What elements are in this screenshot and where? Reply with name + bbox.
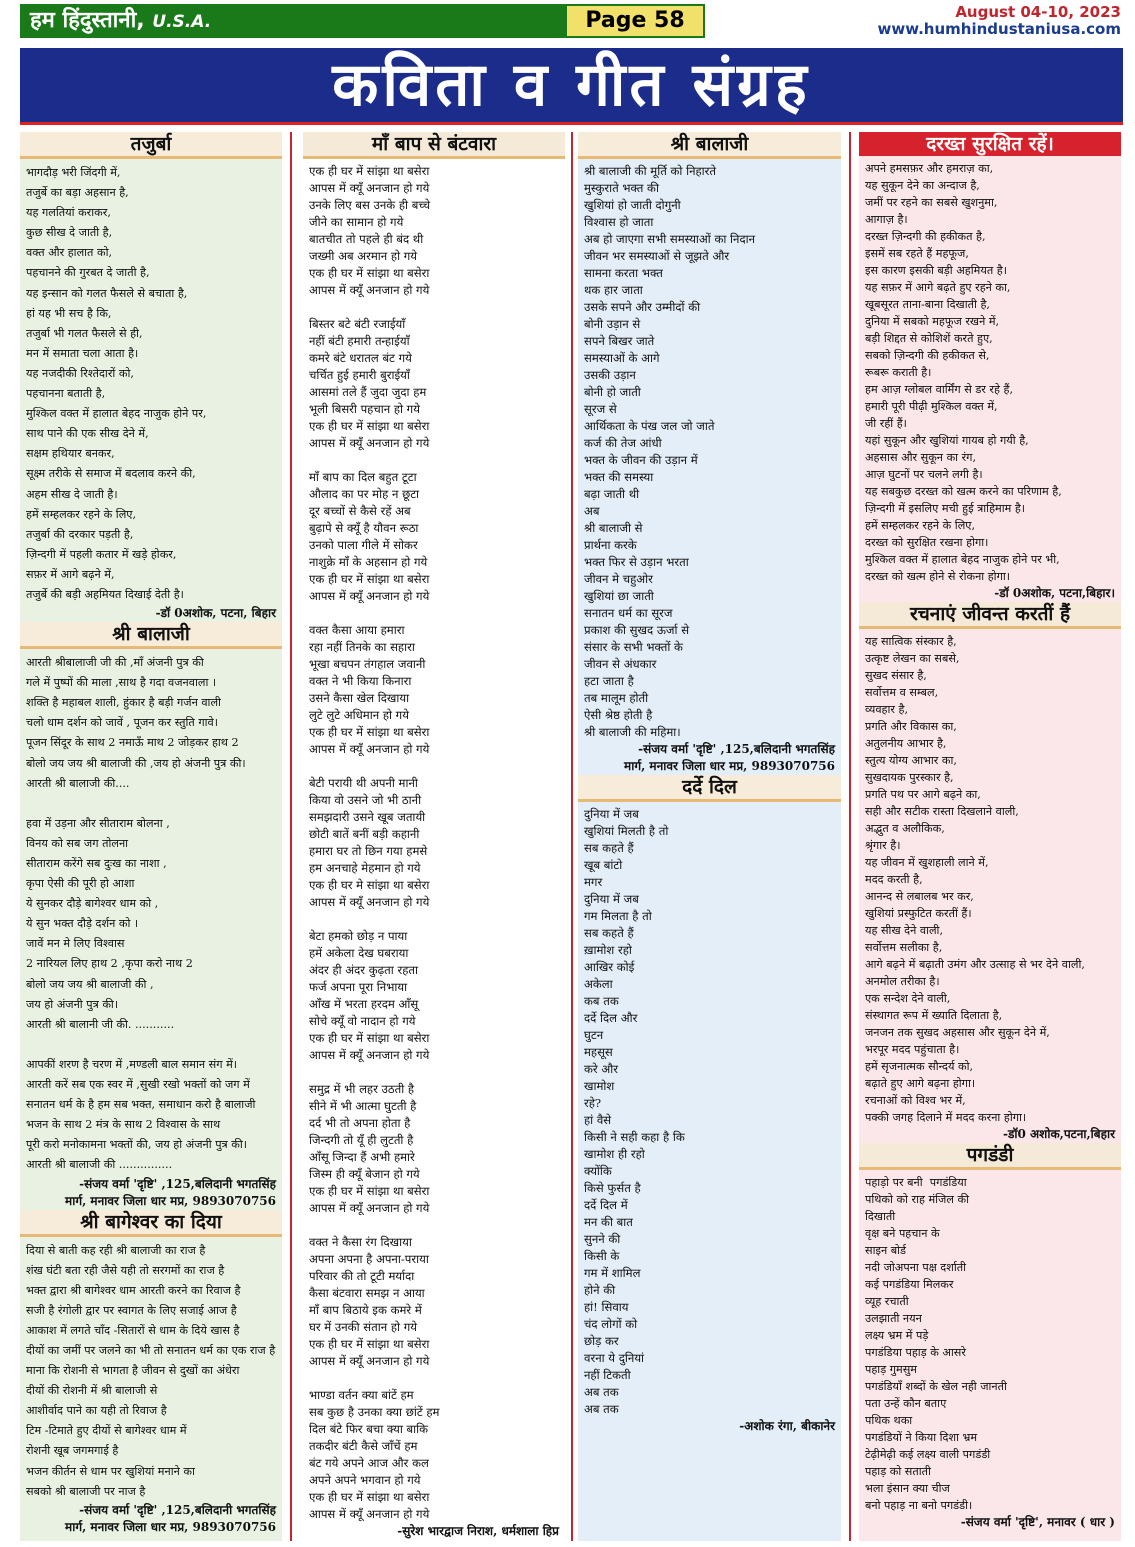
poem-author: -संजय वर्मा 'दृष्टि', मनावर ( धार ): [960, 1515, 1115, 1529]
section-banner: कविता व गीत संग्रह: [20, 48, 1123, 125]
poem-title: श्री बालाजी: [578, 132, 841, 159]
poem-text: यह सात्विक संस्कार है, उत्कृष्ट लेखन का सबसे, सुखद संसार है, सर्वोत्तम व सम्बल, व्यवहार है, प्रगति और विकास का, अतुलनीय आभार है, स्तुत्य योग्य आभार का, सुखदायक पुरस्कार है, प्रगति पथ पर आगे बढ़ने का, सही और सटीक रास्ता दिखलाने वाली, अद्भुत व अलौकिक, श्रृंगार है। यह जीवन में खुशहाली लाने में, मदद करती है, आनन्द से लबालब भर कर, खुशियां प्रस्फुटित करतीं हैं। यह सीख देने वाली, सर्वोत्तम सलीका है, आगे बढ़ने में बढ़ाती उमंग और उत्साह से भर देने वाली, अनमोल तरीका है। एक सन्देश देने वाली, संस्थागत रूप में ख्याति दिलाता है, जनजन तक सुखद अहसास और सुकून देने में, भरपूर मदद पहुंचाता है। हमें सृजनात्मक सौन्दर्य को, बढ़ाते हुए आगे बढ़ना होगा। रचनाओं को विश्व भर में, पक्की जगह दिलाने में मदद करना होगा।: [865, 635, 1085, 1124]
poem-text: पहाड़ो पर बनी पगडंडिया पथिको को राह मंजिल की दिखाती वृक्ष बने पहचान के साइन बोर्ड नदी जोअपना पक्ष दर्शाती कई पगडंडिया मिलकर व्यूह रचाती उलझाती नयन लक्ष्य भ्रम में पड़े पगडंडिया पहाड़ के आसरे पहाड़ गुमसुम पगडंडियाँ शब्दों के खेल नही जानती पता उन्हें कौन बताए पथिक थका पगडंडियों ने किया दिशा भ्रम टेढ़ीमेढ़ी कई लक्ष्य वाली पगडंडी पहाड़ को सताती भला इंसान क्या चीज बनो पहाड़ ना बनो पगडंडी।: [865, 1176, 1007, 1512]
poem-author: -अशोक रंगा, बीकानेर: [739, 1419, 835, 1433]
poem-text: श्री बालाजी की मूर्ति को निहारते मुस्कुराते भक्त की खुशियां हो जाती दोगुनी विश्वास हो जाता अब हो जाएगा सभी समस्याओं का निदान जीवन भर समस्याओं से जूझते और सामना करता भक्त थक हार जाता उसके सपने और उम्मीदों की बोनी उड़ान से सपने बिखर जाते समस्याओं के आगे उसकी उड़ान बोनी हो जाती सूरज से आर्थिकता के पंख जल जो जाते कर्ज की तेज आंधी भक्त के जीवन की उड़ान में भक्त की समस्या बढ़ा जाती थी अब श्री बालाजी से प्रार्थना करके भक्त फिर से उड़ान भरता जीवन मे चहुओर खुशियां छा जाती सनातन धर्म का सूरज प्रकाश की सुखद ऊर्जा से संसार के सभी भक्तों के जीवन से अंधकार हटा जाता है तब मालूम होती ऐसी श्रेष्ठ होती है श्री बालाजी की महिमा।: [584, 164, 756, 739]
poem-author: -डॉ0 अशोक,पटना,बिहार: [1002, 1127, 1115, 1141]
website-link[interactable]: www.humhindustaniusa.com: [877, 20, 1121, 38]
page-number: Page 58: [565, 4, 705, 38]
poem-title: तजुर्बा: [20, 132, 282, 159]
issue-info: [877, 4, 1121, 38]
poem-text: भागदौड़ भरी जिंदगी में, तजुर्बे का बड़ा अहसान है, यह गलतियां कराकर, कुछ सीख दे जाती है, वक्त और हालात को, पहचानने की गुरबत दे जाती है, यह इन्सान को गलत फैसले से बचाता है, हां यह भी सच है कि, तजुर्बा भी गलत फैसले से ही, मन में समाता चला आता है। यह नजदीकी रिश्तेदारों को, पहचानना बताती है, मुश्किल वक्त में हालात बेहद नाजुक होने पर, साथ पाने की एक सीख देने में, सक्षम हथियार बनकर, सूक्ष्म तरीके से समाज में बदलाव करने की, अहम सीख दे जाती है। हमें सम्हलकर रहने के लिए, तजुर्बा की दरकार पड़ती है, ज़िन्दगी में पहली कतार में खड़े होकर, सफ़र में आगे बढ़ने में, तजुर्बे की बड़ी अहमियत दिखाई देती है।: [26, 166, 207, 601]
page-header: [0, 0, 1135, 44]
poem-text: दिया से बाती कह रही श्री बालाजी का राज है शंख घंटी बता रही जैसे यही तो सरगमों का राज है भक्त द्वारा श्री बागेश्वर धाम आरती करने का रिवाज है सजी है रंगोली द्वार पर स्वागत के लिए सजाई आज है आकाश में लगते चाँद -सितारों से धाम के दिये खास है दीयों का जमीं पर जलने का भी तो सनातन धर्म का एक राज है माना कि रोशनी से भागता है जीवन से दुखों का अंधेरा दीयों की रोशनी में श्री बालाजी से आशीर्वाद पाने का यही तो रिवाज है टिम -टिमाते हुए दीयों से बागेश्वर धाम में रोशनी खूब जगमगाई है भजन कीर्तन से धाम पर खुशियां मनाने का सबको श्री बालाजी पर नाज है: [26, 1243, 276, 1498]
masthead: [20, 4, 565, 38]
poem-text: दुनिया में जब खुशियां मिलती है तो सब कहते हैं खूब बांटो मगर दुनिया में जब गम मिलता है तो सब कहते हैं ख़ामोश रहो आखिर कोई अकेला कब तक दर्दे दिल और घुटन महसूस करे और खामोश रहे? हां वैसे किसी ने सही कहा है कि खामोश ही रहो क्योंकि किसे फुर्सत है दर्दे दिल में मन की बात सुनने की किसी के गम में शामिल होने की हां! सिवाय चंद लोगों को छोड़ कर वरना ये दुनियां नहीं टिकती अब तक अब तक: [584, 807, 685, 1416]
column-2: [303, 132, 565, 1541]
column-divider: [571, 132, 573, 1541]
column-1: [20, 132, 282, 1541]
poem-text: अपने हमसफ़र और हमराज़ का, यह सुकून देने का अन्दाज है, जमीं पर रहने का सबसे खुशनुमा, आगाज़ है। दरख्त ज़िन्दगी की हकीकत है, इसमें सब रहते हैं महफूज, इस कारण इसकी बड़ी अहमियत है। यह सफ़र में आगे बढ़ते हुए रहने का, खूबसूरत ताना-बाना दिखाती है, दुनिया में सबको महफूज रखने में, बड़ी शिद्दत से कोशिशें करते हुए, सबको ज़िन्दगी की हकीकत से, रूबरू कराती है। हम आज़ ग्लोबल वार्मिंग से डर रहे हैं, हमारी पूरी पीढ़ी मुश्किल वक्त में, जी रहीं हैं। यहां सुकून और खुशियां गायब हो गयी है, अहसास और सुकून का रंग, आज़ घुटनों पर चलने लगी है। यह सबकुछ दरख्त को खत्म करने का परिणाम है, ज़िन्दगी में इसलिए मची हुई त्राहिमाम है। हमें सम्हलकर रहने के लिए, दरख्त को सुरक्षित रखना होगा। मुश्किल वक्त में हालात बेहद नाजुक होने पर भी, दरख्त को खत्म होने से रोकना होगा।: [865, 162, 1062, 583]
poem-author: -सुरेश भारद्वाज निराश, धर्मशाला हिप्र: [397, 1524, 559, 1538]
poem-title: श्री बागेश्वर का दिया: [20, 1210, 282, 1237]
issue-date: August 04-10, 2023: [955, 3, 1121, 21]
column-divider: [849, 132, 851, 1541]
column-divider: [290, 132, 292, 1541]
poem-text: एक ही घर में सांझा था बसेरा आपस में क्यूँ अनजान हो गये उनके लिए बस उनके ही बच्चे जीने का सामान हो गये बातचीत तो पहले ही बंद थी जख्मी अब अरमान हो गये एक ही घर में सांझा था बसेरा आपस में क्यूँ अनजान हो गये बिस्तर बटे बंटी रजाईयाँ नहीं बंटी हमारी तन्हाईयाँ कमरे बंटे धरातल बंट गये चर्चित हुई हमारी बुराईयाँ आसमां तले हैं जुदा जुदा हम भूली बिसरी पहचान हो गये एक ही घर में सांझा था बसेरा आपस में क्यूँ अनजान हो गये माँ बाप का दिल बहुत टूटा औलाद का पर मोह न छूटा दूर बच्चों से कैसे रहें अब बुढ़ापे से क्यूँ है यौवन रूठा उनको पाला गीले में सोकर नाशुक्रे माँ के अहसान हो गये एक ही घर में सांझा था बसेरा आपस में क्यूँ अनजान हो गये वक्त कैसा आया हमारा रहा नहीं तिनके का सहारा भूखा बचपन तंगहाल जवानी वक्त ने भी किया किनारा उसने कैसा खेल दिखाया लुटे लुटे अधिमान हो गये एक ही घर में सांझा था बसेरा आपस में क्यूँ अनजान हो गये बेटी परायी थी अपनी मानी किया वो उसने जो भी ठानी समझदारी उसने खूब जतायी छोटी बातें बनीं बड़ी कहानी हमारा घर तो छिन गया हमसे हम अनचाहे मेहमान हो गये एक ही घर मे सांझा था बसेरा आपस में क्यूँ अनजान हो गये बेटा हमको छोड़ न पाया हमें अकेला देख घबराया अंदर ही अंदर कुढ़ता रहता फर्ज अपना पूरा निभाया आँख में भरता हरदम आँसू सोचे क्यूँ वो नादान हो गये एक ही घर में सांझा था बसेरा आपस में क्यूँ अनजान हो गये समुद्र में भी लहर उठती है सीने में भी आत्मा घुटती है दर्द भी तो अपना होता है जिन्दगी तो यूँ ही लुटती है आँसू जिन्दा हैं अभी हमारे जिस्म ही क्यूँ बेजान हो गये एक ही घर में सांझा था बसेरा आपस में क्यूँ अनजान हो गये वक्त ने कैसा रंग दिखाया अपना अपना है अपना-पराया परिवार की तो टूटी मर्यादा कैसा बंटवारा समझ न आया माँ बाप बिठाये इक कमरे में घर में उनकी संतान हो गये एक ही घर में सांझा था बसेरा आपस में क्यूँ अनजान हो गये भाण्डा वर्तन क्या बांटें हम सब कुछ है उनका क्या छांटें हम दिल बंटे फिर बचा क्या बाकि तकदीर बंटी कैसे जाँचें हम बंट गये अपने आज और कल अपने अपने भगवान हो गये एक ही घर में सांझा था बसेरा आपस में क्यूँ अनजान हो गये: [309, 164, 440, 1521]
column-4: [859, 132, 1121, 1541]
poem-title: रचनाएं जीवन्त करतीं हैं: [859, 602, 1121, 629]
poem-title: श्री बालाजी: [20, 622, 282, 649]
poem-text: आरती श्रीबालाजी जी की ,माँ अंजनी पुत्र की गले में पुष्पों की माला ,साथ है गदा वजनवाला । शक्ति है महाबल शाली, हुंकार है बड़ी गर्जन वाली चलो धाम दर्शन को जावें , पूजन कर स्तुति गावे। पूजन सिंदूर के साथ 2 नमाऊँ माथ 2 जोड़कर हाथ 2 बोलो जय जय श्री बालाजी की ,जय हो अंजनी पुत्र की। आरती श्री बालाजी की.... हवा में उड़ना और सीताराम बोलना , विनय को सब जग तोलना सीताराम करेंगे सब दुःख का नाशा , कृपा ऐसी की पूरी हो आशा ये सुनकर दौड़े बागेश्वर धाम को , ये सुन भक्त दौड़े दर्शन को । जावें मन मे लिए विश्वास 2 नारियल लिए हाथ 2 ,कृपा करो नाथ 2 बोलो जय जय श्री बालाजी की , जय हो अंजनी पुत्र की। आरती श्री बालानी जी की. ........... आपकीं शरण है चरण में ,मण्डली बाल समान संग में। आरती करें सब एक स्वर में ,सुखी रखो भक्तों को जग में सनातन धर्म के है हम सब भक्त, समाधान करो है बालाजी भजन के साथ 2 मंत्र के साथ 2 विश्वास के साथ पूरी करो मनोकामना भक्तों की, जय हो अंजनी पुत्र की। आरती श्री बालाजी की ...............: [26, 656, 256, 1172]
poem-author: -डॉ 0अशोक, पटना,बिहार।: [994, 586, 1115, 600]
masthead-name: हम हिंदुस्तानी,: [30, 8, 145, 33]
poem-author: -संजय वर्मा 'दृष्टि' ,125,बलिदानी भगतसिंह मार्ग, मनावर जिला धार मप्र, 9893070756: [624, 742, 835, 773]
poem-title: पगडंडी: [859, 1143, 1121, 1170]
poem-author: -संजय वर्मा 'दृष्टि' ,125,बलिदानी भगतसिंह मार्ग, मनावर जिला धार मप्र, 9893070756: [65, 1502, 276, 1534]
poem-title: दर्दे दिल: [578, 775, 841, 802]
column-3: [578, 132, 841, 1541]
poem-title: दरख्त सुरक्षित रहें।: [859, 132, 1121, 156]
poem-author: -संजय वर्मा 'दृष्टि' ,125,बलिदानी भगतसिंह मार्ग, मनावर जिला धार मप्र, 9893070756: [65, 1176, 276, 1208]
poem-title: माँ बाप से बंटवारा: [303, 132, 565, 159]
masthead-suffix: U.S.A.: [152, 12, 212, 32]
poem-author: -डॉ 0अशोक, पटना, बिहार: [155, 606, 276, 621]
